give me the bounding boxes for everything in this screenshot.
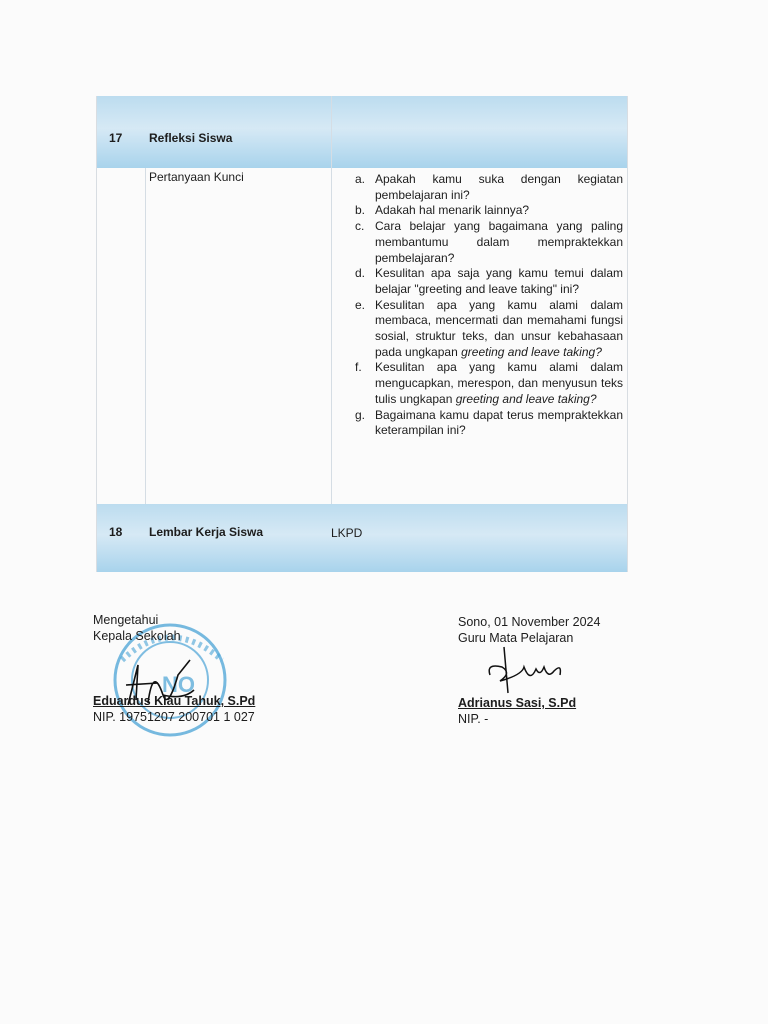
document-table [96,96,628,572]
question-item: g. Bagaimana kamu dapat terus mempraktekkan keterampilan ini? [355,407,623,438]
row-18-title: Lembar Kerja Siswa [149,525,264,539]
row-17-title: Refleksi Siswa [149,131,233,145]
question-item: b. Adakah hal menarik lainnya? [355,203,530,218]
row-17-number: 17 [109,131,123,145]
place-date: Sono, 01 November 2024 [458,615,601,629]
key-questions-label: Pertanyaan Kunci [149,170,244,184]
question-item: c. Cara belajar yang bagaimana yang paling membantumu dalam mempraktekkan pembelajaran? [355,219,623,265]
row-18-number: 18 [109,525,123,539]
principal-title: Kepala Sekolah [93,628,181,643]
svg-text:NO: NO [162,672,195,697]
question-item: f. Kesulitan apa yang kamu alami dalam mengucapkan, merespon, dan menyusun teks tulis ungkapan greeting and leave taking? [355,360,623,406]
teacher-nip: NIP. - [458,711,489,726]
principal-handwritten-signature [108,655,198,715]
reflection-questions-list [347,172,623,439]
question-item: a. Apakah kamu suka dengan kegiatan pembelajaran ini? [355,172,623,202]
teacher-name: Adrianus Sasi, S.Pd [458,696,577,710]
row-17-content [97,168,627,504]
teacher-title: Guru Mata Pelajaran [458,630,574,645]
principal-nip: NIP. 19751207 200701 1 027 [93,709,255,724]
acknowledged-label: Mengetahui [93,613,159,627]
question-item: d. Kesulitan apa saja yang kamu temui dalam belajar "greeting and leave taking" ini? [355,266,623,296]
principal-name: Eduardus Klau Tahuk, S.Pd [93,694,256,708]
row-18-value: LKPD [331,526,363,540]
question-item: e. Kesulitan apa yang kamu alami dalam membaca, mencermati dan memahami fungsi sosial, struktur teks, dan unsur kebahasaan pada ungkapan greeting and leave taking? [355,297,623,359]
teacher-handwritten-signature [482,645,572,700]
row-18-header [97,504,627,572]
row-17-header [97,96,627,168]
